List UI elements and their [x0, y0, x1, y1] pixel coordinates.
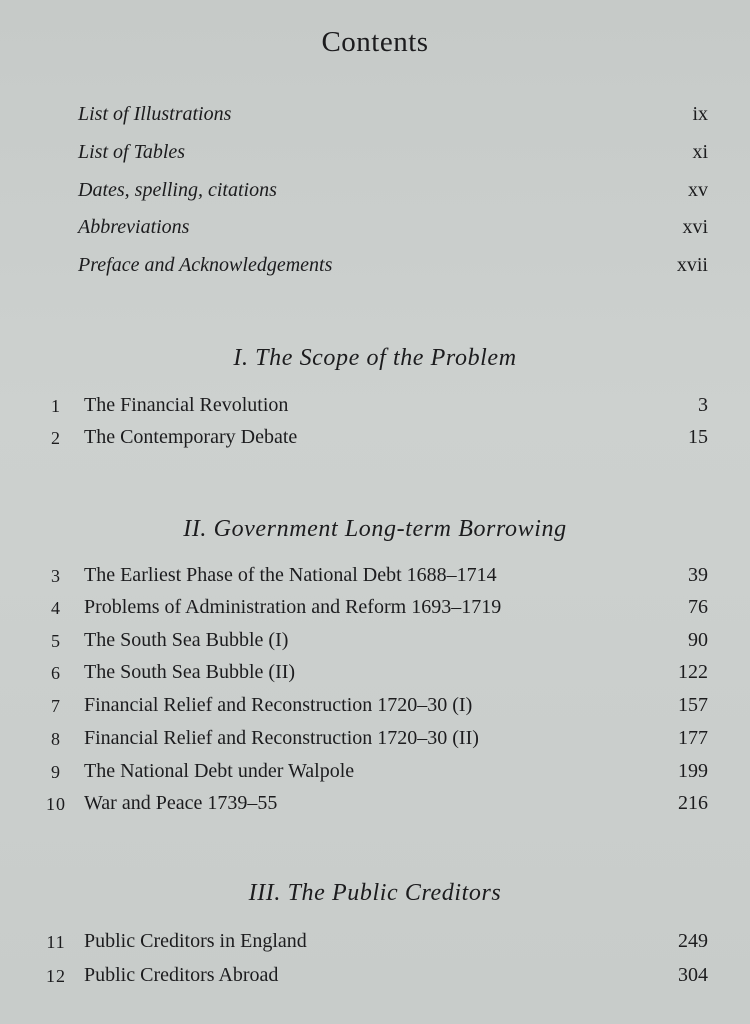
- part-heading: III. The Public Creditors: [248, 880, 502, 906]
- page-number: 216: [678, 792, 708, 814]
- chapter-title: The South Sea Bubble (I): [84, 629, 289, 651]
- page-number: 90: [688, 629, 708, 651]
- page-number: 15: [688, 426, 708, 448]
- front-matter-label: Dates, spelling, citations: [78, 179, 277, 201]
- page-number: 199: [678, 760, 708, 782]
- chapter-number: 1: [51, 396, 61, 416]
- page-number: 76: [688, 596, 708, 618]
- chapter-title: War and Peace 1739–55: [84, 792, 278, 814]
- chapter-number: 5: [51, 631, 61, 651]
- page-title: Contents: [321, 26, 429, 58]
- front-matter-label: Preface and Acknowledgements: [78, 254, 333, 276]
- chapter-number: 4: [51, 598, 61, 618]
- chapter-number: 8: [51, 729, 61, 749]
- chapter-number: 9: [51, 762, 61, 782]
- chapter-title: The South Sea Bubble (II): [84, 661, 296, 683]
- part-heading: I. The Scope of the Problem: [233, 345, 517, 371]
- front-matter-item: [78, 254, 708, 282]
- chapter-entry: [42, 661, 708, 689]
- chapter-number: 10: [46, 794, 66, 814]
- part-heading: II. Government Long-term Borrowing: [183, 516, 567, 542]
- chapter-number: 7: [51, 696, 61, 716]
- chapter-title: Problems of Administration and Reform 1693–1719: [84, 596, 502, 618]
- chapter-title: Financial Relief and Reconstruction 1720–30 (II): [84, 727, 479, 749]
- chapter-title: Public Creditors in England: [84, 930, 307, 952]
- chapter-number: 3: [51, 566, 61, 586]
- chapter-title: Public Creditors Abroad: [84, 964, 279, 986]
- front-matter-item: [78, 141, 708, 169]
- front-matter-label: Abbreviations: [78, 216, 190, 238]
- front-matter-label: List of Illustrations: [78, 103, 232, 125]
- chapter-title: Financial Relief and Reconstruction 1720–30 (I): [84, 694, 473, 716]
- chapter-entry: [42, 564, 708, 592]
- chapter-number: 2: [51, 428, 61, 448]
- chapter-entry: [42, 727, 708, 755]
- chapter-entry: [42, 760, 708, 788]
- page-number: xvi: [682, 216, 708, 238]
- chapter-title: The Contemporary Debate: [84, 426, 298, 448]
- chapter-entry: [42, 426, 708, 454]
- front-matter-item: [78, 179, 708, 207]
- page-number: 249: [678, 930, 708, 952]
- page-number: xv: [688, 179, 708, 201]
- front-matter-item: [78, 216, 708, 244]
- front-matter-item: [78, 103, 708, 131]
- chapter-title: The Financial Revolution: [84, 394, 289, 416]
- chapter-entry: [42, 596, 708, 624]
- chapter-entry: [42, 930, 708, 958]
- chapter-entry: [42, 694, 708, 722]
- page-number: 39: [688, 564, 708, 586]
- chapter-number: 12: [46, 966, 66, 986]
- chapter-number: 6: [51, 663, 61, 683]
- page-number: 177: [678, 727, 708, 749]
- chapter-entry: [42, 629, 708, 657]
- chapter-entry: [42, 792, 708, 820]
- page-number: xi: [692, 141, 708, 163]
- page-number: 157: [678, 694, 708, 716]
- page-number: xvii: [676, 254, 708, 276]
- page-number: 3: [698, 394, 708, 416]
- chapter-entry: [42, 964, 708, 992]
- page-number: ix: [692, 103, 708, 125]
- chapter-entry: [42, 394, 708, 422]
- page-number: 304: [678, 964, 708, 986]
- page-number: 122: [678, 661, 708, 683]
- chapter-title: The Earliest Phase of the National Debt 1688–1714: [84, 564, 497, 586]
- front-matter-label: List of Tables: [78, 141, 186, 163]
- chapter-title: The National Debt under Walpole: [84, 760, 355, 782]
- chapter-number: 11: [46, 932, 66, 952]
